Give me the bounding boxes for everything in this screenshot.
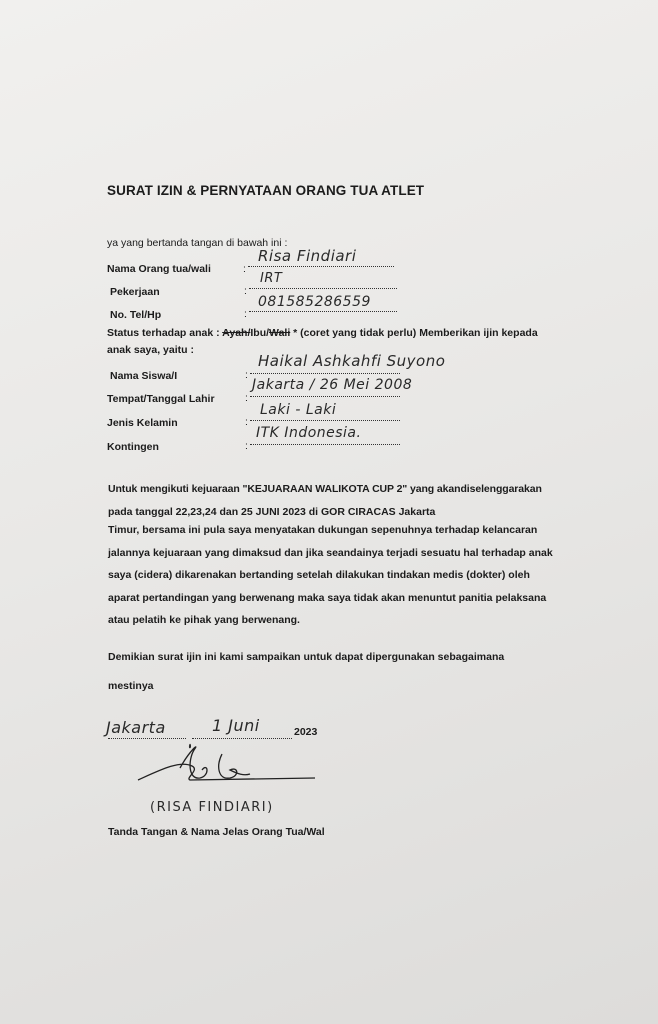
- parent-name-label: Nama Orang tua/wali: [107, 263, 211, 275]
- team-value: ITK Indonesia.: [256, 425, 362, 441]
- intro-text: ya yang bertanda tangan di bawah ini :: [107, 237, 288, 249]
- colon: :: [243, 263, 246, 275]
- body-line-6: aparat pertandingan yang berwenang maka saya tidak akan menuntut panitia pelaksana: [108, 591, 547, 604]
- status-struck-ayah: Ayah/: [222, 327, 251, 339]
- closing-line-1: Demikian surat ijin ini kami sampaikan untuk dapat dipergunakan sebagaimana: [108, 651, 505, 663]
- date-city-line: [108, 738, 186, 739]
- body-line-7: atau pelatih ke pihak yang berwenang.: [108, 614, 300, 626]
- phone-label: No. Tel/Hp: [110, 309, 162, 321]
- student-name-line: [250, 373, 400, 374]
- parent-name-line: [248, 266, 394, 267]
- date-day-line: [192, 738, 292, 739]
- status-ibu: Ibu/: [250, 327, 270, 339]
- date-year: 2023: [294, 726, 318, 738]
- colon: :: [244, 308, 247, 320]
- gender-label: Jenis Kelamin: [107, 417, 178, 429]
- body-line-2: pada tanggal 22,23,24 dan 25 JUNI 2023 di GOR CIRACAS Jakarta: [108, 505, 436, 518]
- body-line-4: jalannya kejuaraan yang dimaksud dan jika seandainya terjadi sesuatu hal terhadap anak: [108, 546, 553, 559]
- job-value: IRT: [260, 271, 283, 286]
- birth-label: Tempat/Tanggal Lahir: [107, 393, 215, 405]
- date-day-month: 1 Juni: [212, 716, 260, 735]
- student-name-label: Nama Siswa/I: [110, 370, 178, 382]
- colon: :: [245, 416, 248, 428]
- team-line: [250, 444, 400, 445]
- colon: :: [245, 440, 248, 452]
- closing-line-2: mestinya: [108, 680, 154, 692]
- body-line-3: Timur, bersama ini pula saya menyatakan dukungan sepenuhnya terhadap kelancaran: [108, 524, 538, 536]
- job-label: Pekerjaan: [110, 286, 160, 298]
- colon: :: [245, 392, 248, 404]
- status-line: [107, 327, 538, 339]
- birth-line: [250, 396, 400, 397]
- document-title: SURAT IZIN & PERNYATAAN ORANG TUA ATLET: [107, 183, 425, 198]
- status-suffix: * (coret yang tidak perlu) Memberikan ijin kepada: [293, 327, 538, 339]
- gender-line: [250, 420, 400, 421]
- status-struck-wali: Wali: [269, 327, 291, 339]
- parent-name-value: Risa Findiari: [258, 247, 357, 265]
- team-label: Kontingen: [107, 441, 159, 453]
- body-paragraph: [108, 478, 563, 632]
- status-prefix: Status terhadap anak :: [107, 327, 220, 339]
- student-name-value: Haikal Ashkahfi Suyono: [258, 352, 446, 370]
- signature-drawing: [130, 740, 330, 800]
- phone-value: 081585286559: [258, 294, 371, 310]
- gender-value: Laki - Laki: [260, 402, 337, 418]
- date-city: Jakarta: [106, 718, 166, 737]
- birth-value: Jakarta / 26 Mei 2008: [252, 377, 413, 393]
- job-line: [249, 288, 397, 289]
- colon: :: [244, 285, 247, 297]
- colon: :: [245, 369, 248, 381]
- status-line-2: anak saya, yaitu :: [107, 344, 194, 356]
- body-line-1: Untuk mengikuti kejuaraan "KEJUARAAN WALIKOTA CUP 2" yang akandiselenggarakan: [108, 483, 542, 495]
- signature-label: Tanda Tangan & Nama Jelas Orang Tua/Wal: [108, 826, 325, 838]
- body-line-5: saya (cidera) dikarenakan bertanding setelah dilakukan tindakan medis (dokter) oleh: [108, 569, 530, 581]
- signature-printed-name: (RISA FINDIARI): [150, 800, 274, 815]
- phone-line: [249, 311, 397, 312]
